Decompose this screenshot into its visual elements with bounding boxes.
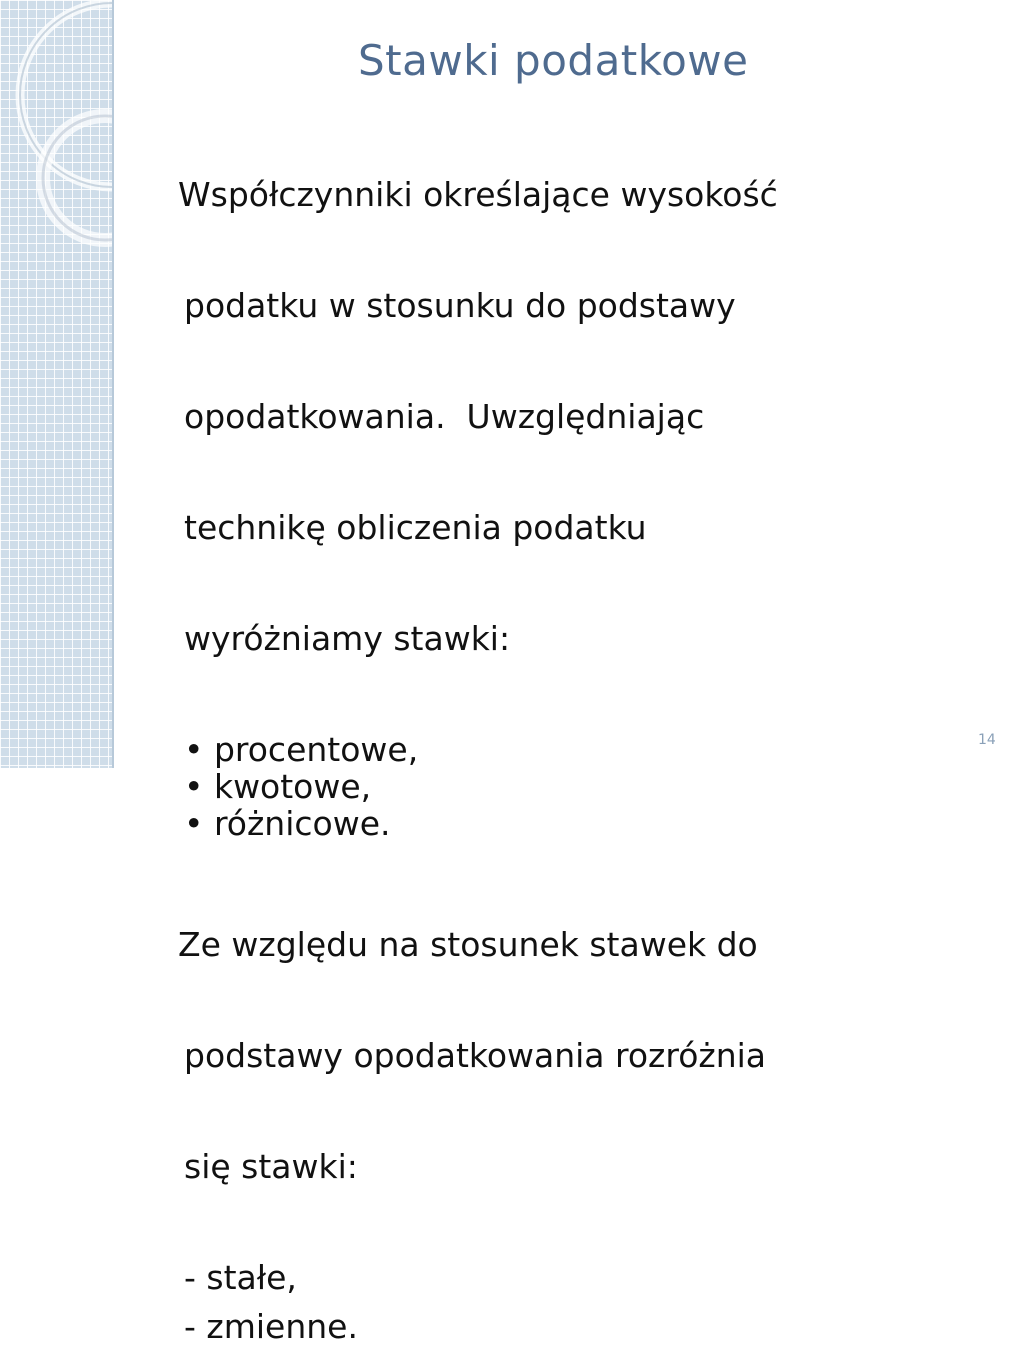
text-line: Współczynniki określające wysokość (178, 175, 778, 214)
list-item: • procentowe, (184, 730, 419, 769)
list-item: - stałe, (184, 1258, 297, 1297)
list-item: • kwotowe, (184, 767, 372, 806)
page-number: 14 (978, 732, 996, 748)
text-line: opodatkowania. Uwzględniając (184, 397, 705, 436)
rate-type-list (184, 731, 974, 842)
text-line: podstawy opodatkowania rozróżnia (184, 1036, 767, 1075)
text-line: Ze względu na stosunek stawek do (178, 925, 758, 964)
text-line: technikę obliczenia podatku (184, 508, 647, 547)
paragraph-relation (178, 852, 974, 1259)
text-line: się stawki: (184, 1147, 358, 1186)
paragraph-intro (178, 102, 974, 731)
decorative-rings-icon (0, 0, 114, 300)
text-line: podatku w stosunku do podstawy (184, 286, 736, 325)
text-line: wyróżniamy stawki: (184, 619, 511, 658)
slide-title: Stawki podatkowe (358, 36, 749, 85)
decorative-sidebar (0, 0, 114, 768)
list-item: • różnicowe. (184, 804, 391, 843)
slide-body (178, 102, 974, 1346)
list-item: - zmienne. (184, 1307, 358, 1346)
rate-kind-list (184, 1259, 974, 1345)
